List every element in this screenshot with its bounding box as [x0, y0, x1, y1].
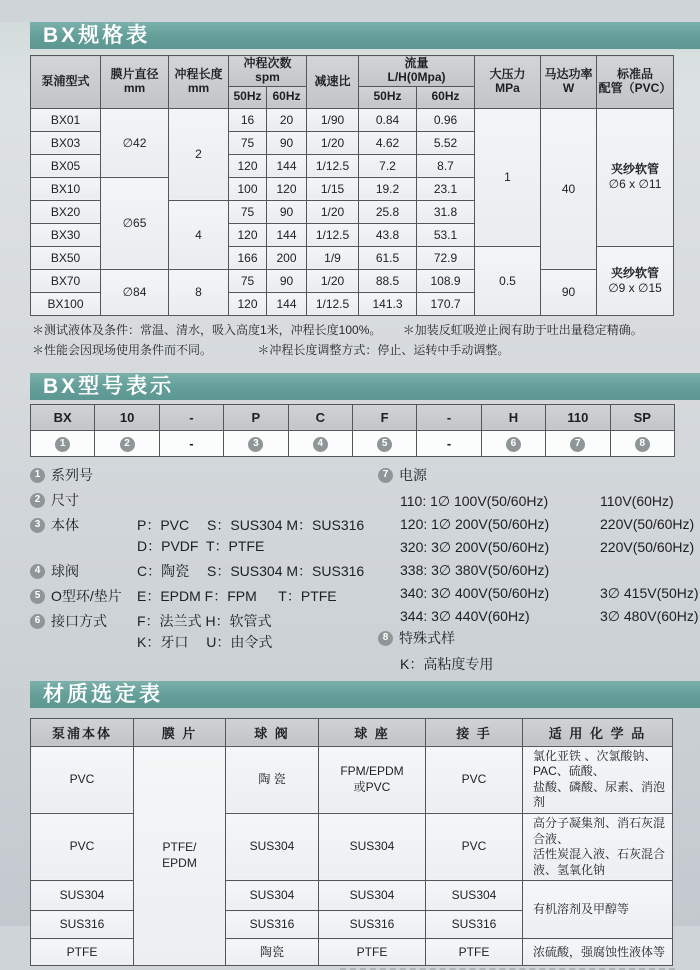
- cell-flow50: 4.62: [359, 131, 417, 154]
- cell-body: PTFE: [31, 939, 134, 966]
- cell-flow60: 5.52: [417, 131, 475, 154]
- cell-piping: 夹纱软管 ∅6 x ∅11: [597, 108, 674, 246]
- code-segment: 10: [95, 404, 159, 430]
- code-index: [95, 430, 159, 456]
- cell-diaphragm: ∅42: [101, 108, 169, 177]
- code-segment: F: [352, 404, 416, 430]
- cell-ratio: 1/20: [307, 269, 359, 292]
- code-index: [352, 430, 416, 456]
- cell-flow60: 0.96: [417, 108, 475, 131]
- subheader-spm-50hz: 50Hz: [229, 86, 267, 108]
- cell-spm60: 200: [267, 246, 307, 269]
- cell-spm50: 166: [229, 246, 267, 269]
- circle-number-icon: 7: [570, 437, 585, 452]
- cell-flow60: 72.9: [417, 246, 475, 269]
- cell-valve: 陶 瓷: [226, 746, 319, 813]
- legend-item-body: 3 本体 P：PVC S：SUS304 M：SUS316 D：PVDF T：PTFE: [30, 515, 378, 557]
- cell-diaphragm: ∅84: [101, 269, 169, 315]
- col-header-diaphragm: 膜 片: [134, 718, 226, 746]
- code-segment: BX: [31, 404, 95, 430]
- cell-ratio: 1/15: [307, 177, 359, 200]
- col-header-pump-body: 泵浦本体: [31, 718, 134, 746]
- cell-ratio: 1/12.5: [307, 292, 359, 315]
- cell-chemicals: 高分子凝集剂、消石灰混合液、 活性炭混入液、石灰混合液、氢氧化钠: [523, 813, 673, 880]
- footnote-stroke-adjust: ＊冲程长度调整方式：停止、运转中手动调整。: [257, 342, 510, 357]
- section-title-spec: BX规格表: [30, 22, 700, 49]
- cell-ratio: 1/90: [307, 108, 359, 131]
- col-header-pressure: 大压力 MPa: [475, 56, 541, 109]
- col-header-ball-valve: 球 阀: [226, 718, 319, 746]
- cell-body: PVC: [31, 813, 134, 880]
- cell-spm60: 90: [267, 200, 307, 223]
- footnote-antisiphon: ＊加装反虹吸逆止阀有助于吐出量稳定精确。: [402, 322, 643, 337]
- code-index: [288, 430, 352, 456]
- materials-row-sus304: [31, 881, 673, 911]
- cell-ratio: 1/20: [307, 131, 359, 154]
- power-supply-options: 110: 1∅ 100V(50/60Hz) 110V(60Hz) 120: 1∅ 200V(50/60Hz) 220V(50/60Hz) 320: 3∅ 200V(50/60Hz) 220V(50/60Hz) 338: 3∅ 380V(50/60Hz) 340: 3∅ 400V(50/60Hz) 3∅ 415V(50Hz) 344: 3∅ 440V(60Hz) 3∅ 480V(60Hz): [400, 492, 699, 624]
- code-segment: H: [481, 404, 545, 430]
- legend-item-size: 2 尺寸: [30, 490, 378, 511]
- legend-item-series: 1 系列号: [30, 465, 378, 486]
- materials-row-pvc-ceramic: [31, 746, 673, 813]
- cell-joint: SUS316: [426, 911, 523, 939]
- code-index: [31, 430, 95, 456]
- cell-flow50: 19.2: [359, 177, 417, 200]
- subheader-flow-60hz: 60Hz: [417, 86, 475, 108]
- cell-power: 40: [541, 108, 597, 269]
- code-segment: -: [417, 404, 481, 430]
- cell-body: SUS316: [31, 911, 134, 939]
- model-code-number-row: [31, 430, 675, 456]
- special-option: K：高粘度专用: [400, 655, 494, 672]
- cell-flow50: 141.3: [359, 292, 417, 315]
- code-segment: P: [224, 404, 288, 430]
- materials-row-pvc-sus304: [31, 813, 673, 880]
- circle-number-icon: 1: [55, 437, 70, 452]
- catalog-page: [0, 22, 700, 959]
- cell-valve: 陶瓷: [226, 939, 319, 966]
- cell-body: SUS304: [31, 881, 134, 911]
- col-header-joint: 接 手: [426, 718, 523, 746]
- cell-diaphragm: ∅65: [101, 177, 169, 269]
- cell-body: PVC: [31, 746, 134, 813]
- materials-header-row: [31, 718, 673, 746]
- col-header-flow: 流量 L/H(0Mpa): [359, 56, 475, 87]
- legend-item-power-supply: 7 电源: [378, 465, 700, 486]
- cell-valve: SUS316: [226, 911, 319, 939]
- cell-model: BX30: [31, 223, 101, 246]
- cell-seat: FPM/EPDM 或PVC: [319, 746, 426, 813]
- code-index: [224, 430, 288, 456]
- model-code-table: [30, 404, 675, 457]
- circle-number-icon: 2: [30, 493, 45, 508]
- circle-number-icon: 1: [30, 468, 45, 483]
- circle-number-icon: 2: [120, 437, 135, 452]
- cell-stroke: 2: [169, 108, 229, 200]
- cell-chemicals: 有机溶剂及甲醇等: [523, 881, 673, 939]
- cell-spm60: 20: [267, 108, 307, 131]
- circle-number-icon: 6: [506, 437, 521, 452]
- cell-flow60: 23.1: [417, 177, 475, 200]
- subheader-flow-50hz: 50Hz: [359, 86, 417, 108]
- cell-flow60: 8.7: [417, 154, 475, 177]
- col-header-piping: 标准品 配管（PVC）: [597, 56, 674, 109]
- cell-spm50: 100: [229, 177, 267, 200]
- cell-model: BX05: [31, 154, 101, 177]
- cell-spm50: 120: [229, 154, 267, 177]
- col-header-power: 马达功率 W: [541, 56, 597, 109]
- spec-table: [30, 55, 674, 316]
- cell-spm50: 120: [229, 292, 267, 315]
- cell-flow50: 43.8: [359, 223, 417, 246]
- cell-joint: SUS304: [426, 881, 523, 911]
- cell-model: BX03: [31, 131, 101, 154]
- cell-joint: PTFE: [426, 939, 523, 966]
- col-header-diaphragm: 膜片直径 mm: [101, 56, 169, 109]
- circle-number-icon: 4: [313, 437, 328, 452]
- cell-pressure: 0.5: [475, 246, 541, 315]
- spec-footnotes: [32, 321, 700, 358]
- circle-number-icon: 8: [635, 437, 650, 452]
- code-index: [610, 430, 674, 456]
- model-code-legend: [30, 465, 700, 676]
- code-segment: 110: [546, 404, 610, 430]
- footnote-test-conditions: ＊测试液体及条件：常温、清水，吸入高度1米，冲程长度100%。: [32, 322, 382, 337]
- code-index: -: [159, 430, 223, 456]
- cell-spm60: 144: [267, 223, 307, 246]
- legend-item-oring: 5 O型环/垫片 E：EPDM F：FPM T：PTFE: [30, 586, 378, 607]
- cell-flow50: 61.5: [359, 246, 417, 269]
- footnote-performance: ＊性能会因现场使用条件而不同。: [32, 342, 213, 357]
- cell-valve: SUS304: [226, 813, 319, 880]
- col-header-ball-seat: 球 座: [319, 718, 426, 746]
- cell-ratio: 1/20: [307, 200, 359, 223]
- model-code-row: [31, 404, 675, 430]
- col-header-chemicals: 适 用 化 学 品: [523, 718, 673, 746]
- cell-piping: 夹纱软管 ∅9 x ∅15: [597, 246, 674, 315]
- cell-flow60: 108.9: [417, 269, 475, 292]
- cell-ratio: 1/12.5: [307, 154, 359, 177]
- cell-flow50: 7.2: [359, 154, 417, 177]
- cell-power: 90: [541, 269, 597, 315]
- section-title-materials: 材质选定表: [30, 681, 700, 708]
- cell-stroke: 8: [169, 269, 229, 315]
- circle-number-icon: 3: [30, 518, 45, 533]
- legend-item-special: 8 特殊式样: [378, 628, 700, 649]
- circle-number-icon: 5: [30, 589, 45, 604]
- cell-pressure: 1: [475, 108, 541, 246]
- circle-number-icon: 4: [30, 564, 45, 579]
- legend-item-ball-valve: 4 球阀 C：陶瓷 S：SUS304 M：SUS316: [30, 561, 378, 582]
- cell-flow50: 0.84: [359, 108, 417, 131]
- code-segment: -: [159, 404, 223, 430]
- cell-model: BX70: [31, 269, 101, 292]
- cell-model: BX10: [31, 177, 101, 200]
- cell-seat: SUS304: [319, 881, 426, 911]
- cell-flow60: 53.1: [417, 223, 475, 246]
- cell-valve: SUS304: [226, 881, 319, 911]
- cell-spm60: 144: [267, 154, 307, 177]
- materials-row-ptfe: [31, 939, 673, 966]
- code-index: -: [417, 430, 481, 456]
- cell-spm60: 144: [267, 292, 307, 315]
- cell-spm60: 90: [267, 269, 307, 292]
- cell-flow60: 31.8: [417, 200, 475, 223]
- spec-row-bx01: [31, 108, 674, 131]
- col-header-model: 泵浦型式: [31, 56, 101, 109]
- materials-table: [30, 718, 673, 967]
- code-segment: SP: [610, 404, 674, 430]
- section-title-model-code: BX型号表示: [30, 373, 700, 400]
- legend-right-column: [378, 465, 700, 676]
- cell-stroke: 4: [169, 200, 229, 269]
- code-index: [481, 430, 545, 456]
- cell-joint: PVC: [426, 746, 523, 813]
- cell-spm60: 90: [267, 131, 307, 154]
- cell-chemicals: 浓硫酸，强腐蚀性液体等: [523, 939, 673, 966]
- cell-spm60: 120: [267, 177, 307, 200]
- code-index: [546, 430, 610, 456]
- cell-seat: SUS316: [319, 911, 426, 939]
- cell-model: BX50: [31, 246, 101, 269]
- spec-row-bx70: [31, 269, 674, 292]
- circle-number-icon: 6: [30, 614, 45, 629]
- cell-spm50: 120: [229, 223, 267, 246]
- col-header-spm: 冲程次数 spm: [229, 56, 307, 87]
- cell-flow50: 88.5: [359, 269, 417, 292]
- cell-flow60: 170.7: [417, 292, 475, 315]
- legend-left-column: [30, 465, 378, 676]
- cell-spm50: 75: [229, 269, 267, 292]
- cell-diaphragm: PTFE/ EPDM: [134, 746, 226, 966]
- cell-flow50: 25.8: [359, 200, 417, 223]
- cell-spm50: 75: [229, 200, 267, 223]
- cell-model: BX20: [31, 200, 101, 223]
- code-segment: C: [288, 404, 352, 430]
- circle-number-icon: 3: [248, 437, 263, 452]
- cell-joint: PVC: [426, 813, 523, 880]
- subheader-spm-60hz: 60Hz: [267, 86, 307, 108]
- cell-model: BX100: [31, 292, 101, 315]
- cell-ratio: 1/9: [307, 246, 359, 269]
- cell-ratio: 1/12.5: [307, 223, 359, 246]
- col-header-stroke: 冲程长度 mm: [169, 56, 229, 109]
- circle-number-icon: 5: [377, 437, 392, 452]
- legend-item-connection: 6 接口方式 F：法兰式 H：软管式 K：牙口 U：由令式: [30, 611, 378, 653]
- cell-spm50: 75: [229, 131, 267, 154]
- circle-number-icon: 8: [378, 631, 393, 646]
- cell-model: BX01: [31, 108, 101, 131]
- cell-seat: PTFE: [319, 939, 426, 966]
- col-header-ratio: 减速比: [307, 56, 359, 109]
- cell-spm50: 16: [229, 108, 267, 131]
- cell-seat: SUS304: [319, 813, 426, 880]
- circle-number-icon: 7: [378, 468, 393, 483]
- cell-chemicals: 氯化亚铁 、次氯酸钠、PAC、硫酸、 盐酸、磷酸、尿素、消泡剂: [523, 746, 673, 813]
